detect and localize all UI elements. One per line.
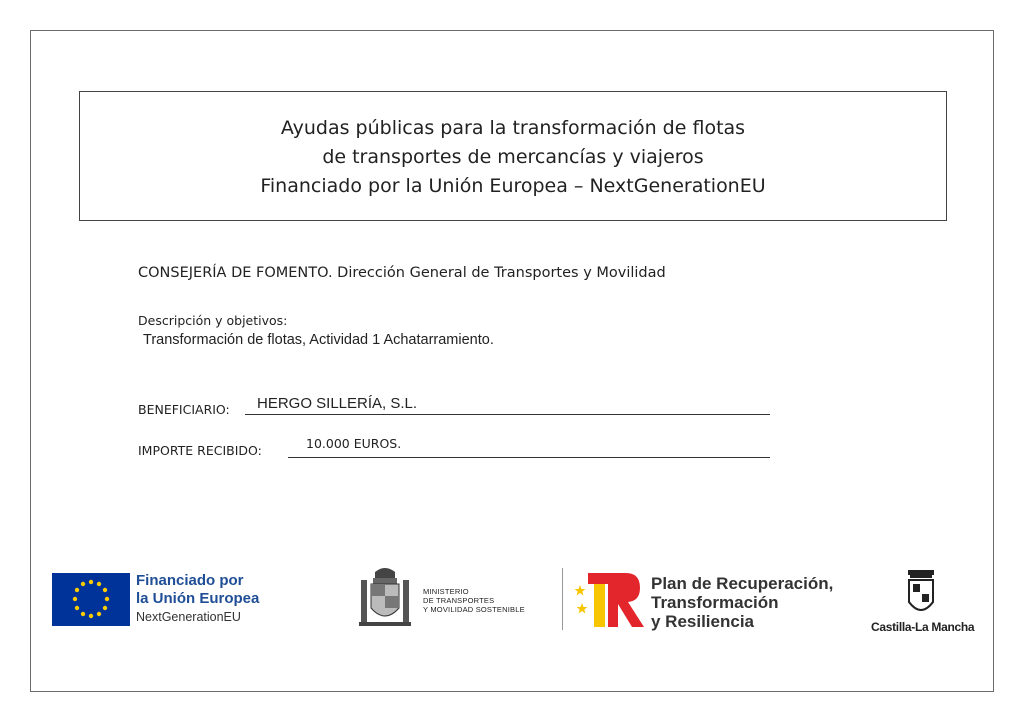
plan-recuperacion-icon — [574, 571, 646, 629]
ministerio-line-1: MINISTERIO — [423, 587, 469, 596]
beneficiario-label: BENEFICIARIO: — [138, 402, 230, 417]
plan-line-2: Transformación — [651, 593, 779, 612]
plan-text — [651, 574, 833, 631]
eu-line-3: NextGenerationEU — [136, 610, 241, 624]
ministerio-line-2: DE TRANSPORTES — [423, 596, 495, 605]
importe-underline — [288, 457, 770, 458]
ministerio-line-3: Y MOVILIDAD SOSTENIBLE — [423, 605, 525, 614]
title-line-2: de transportes de mercancías y viajeros — [322, 146, 704, 168]
ministerio-text — [423, 587, 525, 614]
beneficiario-underline — [245, 414, 770, 415]
consejeria-text: CONSEJERÍA DE FOMENTO. Dirección General de Transportes y Movilidad — [138, 265, 666, 281]
title-line-1: Ayudas públicas para la transformación de flotas — [280, 117, 746, 139]
plan-line-3: y Resiliencia — [651, 612, 755, 631]
eu-logo-text — [136, 572, 259, 626]
logo-divider — [562, 568, 563, 630]
coat-of-arms-icon — [355, 566, 415, 628]
eu-line-1: Financiado por — [136, 572, 244, 589]
castilla-la-mancha-crest-icon — [904, 568, 938, 618]
importe-label: IMPORTE RECIBIDO: — [138, 443, 262, 458]
beneficiario-value: HERGO SILLERÍA, S.L. — [257, 395, 418, 412]
importe-value: 10.000 EUROS. — [306, 436, 402, 451]
title-line-3: Financiado por la Unión Europea – NextGenerationEU — [260, 175, 766, 197]
descripcion-label: Descripción y objetivos: — [138, 313, 288, 328]
title-box — [79, 91, 947, 221]
plan-line-1: Plan de Recuperación, — [651, 574, 834, 593]
eu-flag-icon — [52, 573, 130, 626]
descripcion-value: Transformación de flotas, Actividad 1 Achatarramiento. — [143, 332, 494, 348]
castilla-la-mancha-text: Castilla-La Mancha — [871, 620, 975, 634]
eu-line-2: la Unión Europea — [136, 590, 260, 607]
